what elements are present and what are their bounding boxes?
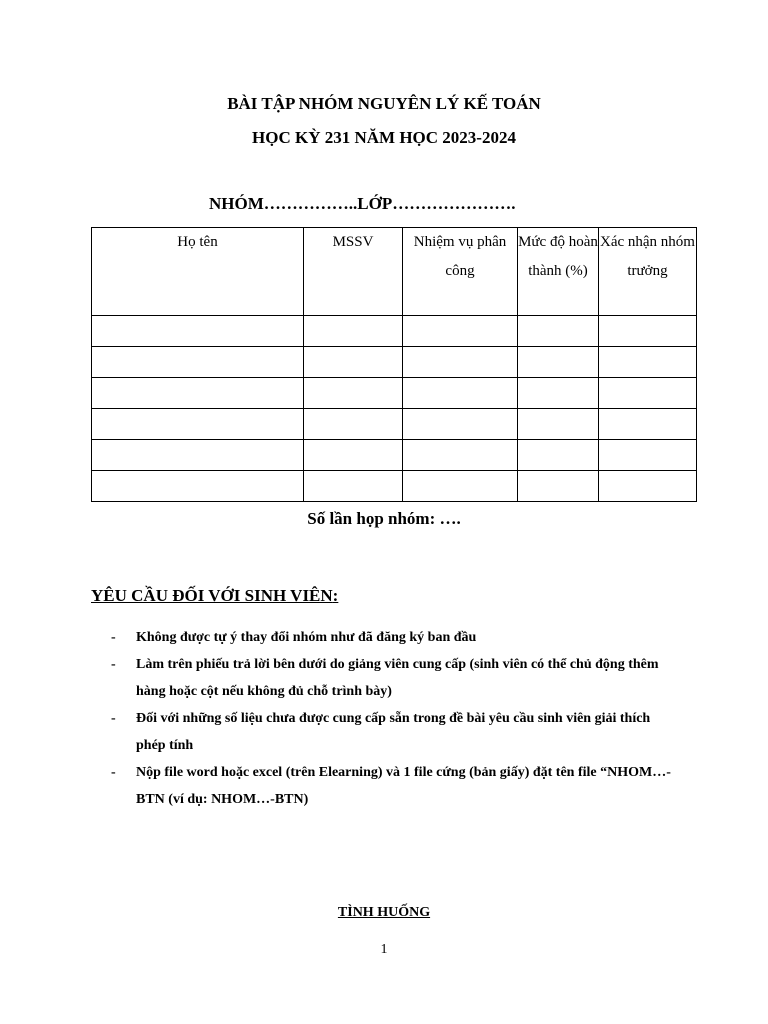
table-cell bbox=[92, 316, 304, 347]
table-cell bbox=[304, 316, 403, 347]
table-cell bbox=[518, 409, 599, 440]
section-title: TÌNH HUỐNG bbox=[337, 905, 431, 920]
table-cell bbox=[518, 347, 599, 378]
table-cell bbox=[304, 347, 403, 378]
list-item bbox=[111, 759, 671, 813]
col-header-task: Nhiệm vụ phân công bbox=[403, 228, 518, 316]
requirements-heading-colon: : bbox=[332, 586, 339, 605]
table-cell bbox=[518, 316, 599, 347]
table-cell bbox=[599, 378, 697, 409]
table-cell bbox=[599, 347, 697, 378]
document-title: BÀI TẬP NHÓM NGUYÊN LÝ KẾ TOÁN bbox=[227, 94, 541, 113]
col-header-student-id: MSSV bbox=[304, 228, 403, 316]
list-item-text: Làm trên phiếu trả lời bên dưới do giảng viên cung cấp (sinh viên có thể chủ động thêm hàng hoặc cột nếu không đủ chỗ trình bày) bbox=[136, 657, 659, 699]
table-cell bbox=[304, 409, 403, 440]
table-row bbox=[92, 378, 697, 409]
table-cell bbox=[304, 378, 403, 409]
table-row bbox=[92, 347, 697, 378]
list-item bbox=[111, 624, 671, 651]
table-cell bbox=[518, 471, 599, 502]
list-item bbox=[111, 705, 671, 759]
document-subtitle: HỌC KỲ 231 NĂM HỌC 2023-2024 bbox=[252, 128, 516, 147]
table-cell bbox=[599, 316, 697, 347]
table-cell bbox=[304, 471, 403, 502]
page-number: 1 bbox=[380, 942, 388, 957]
requirements-heading-text: YÊU CẦU ĐỐI VỚI SINH VIÊN bbox=[91, 586, 333, 605]
table-cell bbox=[304, 440, 403, 471]
bullet-dash: - bbox=[111, 657, 116, 672]
table-cell bbox=[92, 409, 304, 440]
table-cell bbox=[403, 471, 518, 502]
table-cell bbox=[403, 347, 518, 378]
table-row bbox=[92, 440, 697, 471]
table-cell bbox=[92, 378, 304, 409]
col-header-leader-confirm: Xác nhận nhóm trưởng bbox=[599, 228, 697, 316]
table-cell bbox=[403, 378, 518, 409]
requirements-list bbox=[111, 624, 671, 813]
list-item-text: Không được tự ý thay đổi nhóm như đã đăng ký ban đầu bbox=[136, 630, 477, 645]
col-header-completion: Mức độ hoàn thành (%) bbox=[518, 228, 599, 316]
meeting-count-line: Số lần họp nhóm: …. bbox=[307, 509, 461, 528]
bullet-dash: - bbox=[111, 630, 116, 645]
list-item-text: Đối với những số liệu chưa được cung cấp sẵn trong đề bài yêu cầu sinh viên giải thích phép tính bbox=[136, 711, 651, 753]
table-cell bbox=[599, 409, 697, 440]
roster-header-row bbox=[92, 228, 697, 316]
col-header-name: Họ tên bbox=[92, 228, 304, 316]
table-row bbox=[92, 471, 697, 502]
table-cell bbox=[599, 440, 697, 471]
table-cell bbox=[92, 471, 304, 502]
table-row bbox=[92, 316, 697, 347]
roster-table bbox=[91, 227, 697, 502]
bullet-dash: - bbox=[111, 765, 116, 780]
table-cell bbox=[92, 440, 304, 471]
table-cell bbox=[403, 409, 518, 440]
table-cell bbox=[599, 471, 697, 502]
table-cell bbox=[403, 440, 518, 471]
table-row bbox=[92, 409, 697, 440]
table-cell bbox=[92, 347, 304, 378]
table-cell bbox=[518, 378, 599, 409]
bullet-dash: - bbox=[111, 711, 116, 726]
table-cell bbox=[403, 316, 518, 347]
list-item bbox=[111, 651, 671, 705]
table-cell bbox=[518, 440, 599, 471]
requirements-heading bbox=[91, 586, 338, 606]
group-class-line: NHÓM……………..LỚP…………………. bbox=[209, 194, 516, 213]
list-item-text: Nộp file word hoặc excel (trên Elearning) và 1 file cứng (bản giấy) đặt tên file “NHOM…-BTN (ví dụ: NHOM…-BTN) bbox=[136, 765, 671, 807]
